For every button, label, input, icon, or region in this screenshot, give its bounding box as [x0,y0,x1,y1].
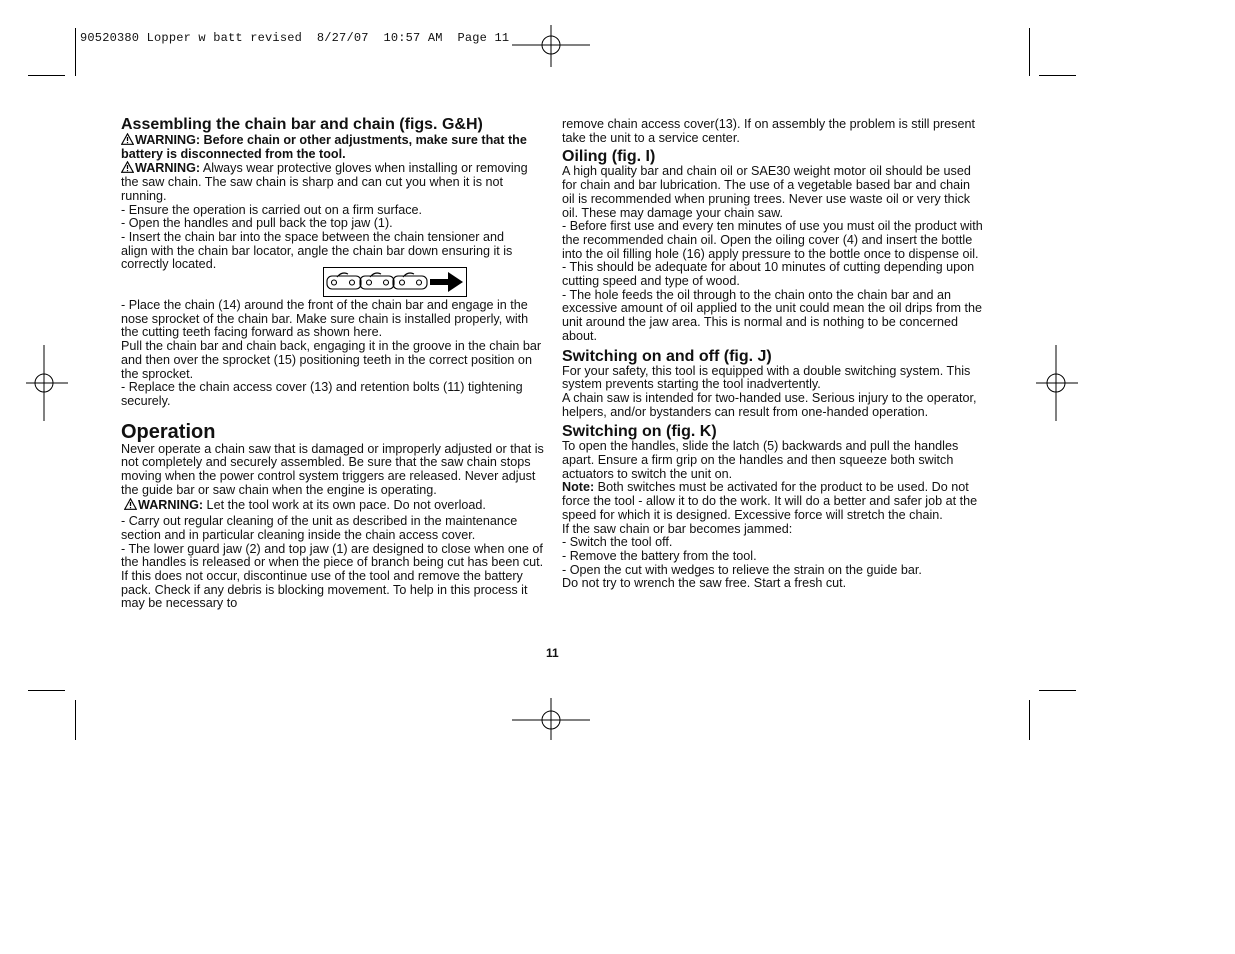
crop-mark [1039,75,1076,76]
registration-mark-icon [512,25,592,69]
chain-direction-figure [323,267,467,297]
body-text: remove chain access cover(13). If on assembly the problem is still present take the unit to a service center. [562,117,975,145]
list-item: - Place the chain (14) around the front of the chain bar and engage in the nose sprocket of the chain bar. Make sure chain is installed properly, with the cutting teeth facing forward as shown here. [121,298,529,340]
body-text: If the saw chain or bar becomes jammed: [562,521,793,536]
note-label: Note: [562,480,595,495]
warning-label: WARNING: [135,161,201,176]
list-item: - Open the cut with wedges to relieve the strain on the guide bar. [562,562,922,577]
list-item: - Ensure the operation is carried out on a firm surface. [121,202,422,217]
warning-triangle-icon [124,498,137,510]
list-item: - The hole feeds the oil through to the chain onto the chain bar and an excessive amount of oil applied to the unit could mean the oil drips from the unit around the jaw area. This is normal and is nothing to be concerned about. [562,287,983,343]
body-text: Never operate a chain saw that is damaged or improperly adjusted or that is not completely and securely assembled. Be sure that the saw chain stops moving when the power control system triggers are released. Never adjust the guide bar or saw chain when the engine is operating. [121,441,544,497]
body-text: To open the handles, slide the latch (5) backwards and pull the handles apart. Ensure a firm grip on the handles and then squeeze both switch actuators to switch the unit on. [562,439,959,481]
page-number: 11 [546,646,559,660]
warning-triangle-icon [121,161,134,173]
body-text: Do not try to wrench the saw free. Start a fresh cut. [562,576,847,591]
switching-heading: Switching on and off (fig. J) [562,347,772,365]
crop-mark [28,690,65,691]
warning-text: Always wear protective gloves when installing or removing the saw chain. The saw chain is sharp and can cut you when it is not running. [121,161,528,203]
registration-mark-icon [1036,345,1080,423]
body-text: Pull the chain bar and chain back, engaging it in the groove in the chain bar and then over the sprocket (15) positioning teeth in the correct position on the sprocket. [121,339,542,381]
body-text: A chain saw is intended for two-handed use. Serious injury to the operator, helpers, and/or bystanders can result from one-handed operation. [562,390,977,419]
crop-mark [1039,690,1076,691]
list-item: - Carry out regular cleaning of the unit as described in the maintenance section and in particular cleaning inside the chain access cover. [121,514,518,542]
assembly-heading: Assembling the chain bar and chain (figs. G&H) [121,116,483,133]
registration-mark-icon [26,345,70,423]
right-column [562,118,986,591]
warning-triangle-icon [121,133,134,145]
crop-mark [1029,28,1030,76]
registration-mark-icon [512,698,592,742]
left-column [121,116,545,611]
list-item: - Replace the chain access cover (13) and retention bolts (11) tightening securely. [121,380,523,408]
warning-text: WARNING: Before chain or other adjustments, make sure that the battery is disconnected from the tool. [121,133,527,161]
warning-text: Let the tool work at its own pace. Do not overload. [203,498,486,513]
warning-paragraph [121,133,545,161]
note-paragraph [562,481,986,522]
crop-mark [28,75,65,76]
warning-label: WARNING: [138,498,204,513]
list-item: - The lower guard jaw (2) and top jaw (1) are designed to close when one of the handles is released or when the piece of branch being cut has been cut. If this does not occur, discontinue use of the tool and remove the battery pack. Check if any debris is blocking movement. To help in this process it may be necessary to [121,541,544,611]
warning-paragraph [121,161,545,203]
crop-mark [1029,700,1030,740]
body-text: A high quality bar and chain oil or SAE30 weight motor oil should be used for chain and bar lubrication. The use of a vegetable based bar and chain oil is recommended when pruning trees. Never use waste oil or very thick oil. These may damage your chain saw. [562,164,971,220]
body-text: For your safety, this tool is equipped with a double switching system. This system prevents starting the tool inadvertently. [562,363,971,392]
list-item: - Open the handles and pull back the top jaw (1). [121,216,393,231]
operation-heading: Operation [121,420,216,443]
list-item: - Switch the tool off. [562,535,673,550]
oiling-heading: Oiling (fig. I) [562,148,656,166]
warning-paragraph [121,498,545,513]
print-slug: 90520380 Lopper w batt revised 8/27/07 10:57 AM Page 11 [80,31,510,45]
switching-on-heading: Switching on (fig. K) [562,423,717,441]
list-item: - Insert the chain bar into the space between the chain tensioner and align with the chain bar locator, angle the chain bar down ensuring it is correctly located. [121,229,513,272]
list-item: - Before first use and every ten minutes of use you must oil the product with the recommended chain oil. Open the oiling cover (4) and insert the bottle into the oil filling hole (16) apply pressure to the bottle once to dispense oil. [562,219,983,261]
list-item: - This should be adequate for about 10 minutes of cutting depending upon cutting speed and type of wood. [562,260,975,289]
crop-mark [75,28,76,76]
list-item: - Remove the battery from the tool. [562,548,757,563]
note-text: Both switches must be activated for the product to be used. Do not force the tool - allow it to do the work. It will do a better and safer job at the speed for which it is designed. Excessive force will stretch the chain. [562,480,978,522]
crop-mark [75,700,76,740]
